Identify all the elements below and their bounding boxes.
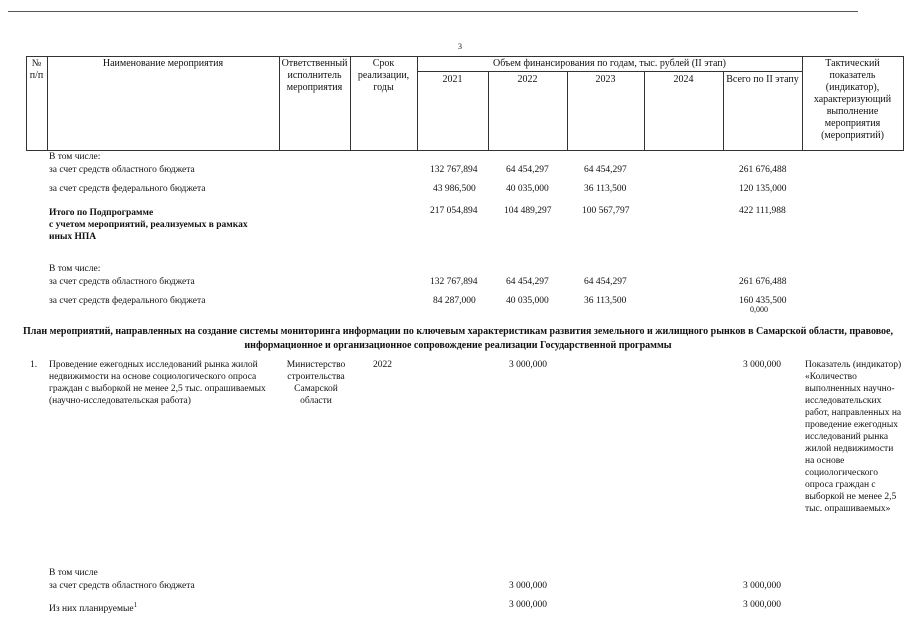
block1-row1-total: 261 676,488 (739, 165, 787, 175)
itogo-label: Итого по Подпрограмме с учетом мероприятий, реализуемых в рамках иных НПА (49, 208, 248, 242)
block1-row1-2023: 64 454,297 (584, 165, 627, 175)
block2-row2-2021: 84 287,000 (433, 296, 476, 306)
header-name: Наименование мероприятия (102, 58, 224, 69)
block2-row1-total: 261 676,488 (739, 277, 787, 287)
header-financing: Объем финансирования по годам, тыс. рублей (II этап) (492, 58, 726, 69)
block2-row1-2021: 132 767,894 (430, 277, 478, 287)
item1-2022: 3 000,000 (509, 360, 547, 370)
block1-row1-2022: 64 454,297 (506, 165, 549, 175)
block2-row1-2022: 64 454,297 (506, 277, 549, 287)
header-executor: Ответственный исполнитель мероприятия (281, 58, 348, 93)
block1-row2-total: 120 135,000 (739, 184, 787, 194)
header-year-2023: 2023 (595, 74, 616, 85)
block2-row1-label: за счет средств областного бюджета (49, 277, 195, 287)
col-border (417, 56, 418, 151)
item1-num: 1. (30, 360, 38, 370)
block1-row2-2023: 36 113,500 (584, 184, 627, 194)
block1-row1-2021: 132 767,894 (430, 165, 478, 175)
block2-row2-label: за счет средств федерального бюджета (49, 296, 206, 306)
block2-row1-2023: 64 454,297 (584, 277, 627, 287)
page-top-rule (8, 11, 858, 12)
block1-row2-2022: 40 035,000 (506, 184, 549, 194)
page-number: 3 (458, 42, 462, 51)
section-title: План мероприятий, направленных на создание системы мониторинга информации по ключевым характеристикам развития земельного и жилищного рынков в Самарской области, правовое, информационное и организационное сопровождение реализации Государственной программы (23, 326, 893, 351)
block3-row2-total: 3 000,000 (743, 600, 781, 610)
block2-row2-total: 160 435,500 (739, 296, 787, 306)
block2-row2-2022: 40 035,000 (506, 296, 549, 306)
itogo-2022: 104 489,297 (504, 206, 552, 216)
header-indicator: Тактический показатель (индикатор), характеризующий выполнение мероприятия (мероприятий) (813, 58, 892, 141)
header-year-2021: 2021 (442, 74, 463, 85)
block1-row2-2021: 43 986,500 (433, 184, 476, 194)
item1-indicator: Показатель (индикатор) «Количество выполненных научно-исследовательских работ, направленных на проведение ежегодных исследований рынка жилой недвижимости на основе социологического опроса граждан с выборкой не менее 2,5 тыс. опрашиваемых» (805, 360, 902, 514)
block1-row1-label: за счет средств областного бюджета (49, 165, 195, 175)
header-num: № п/п (29, 58, 44, 81)
header-top-line (26, 56, 904, 57)
item1-name: Проведение ежегодных исследований рынка жилой недвижимости на основе социологического опроса граждан с выборкой не менее 2,5 тыс. опрашиваемых (научно-исследовательская работа) (49, 360, 266, 406)
col-border (47, 56, 48, 151)
col-border (903, 56, 904, 151)
itogo-2021: 217 054,894 (430, 206, 478, 216)
block3-row1-total: 3 000,000 (743, 581, 781, 591)
block2-row2-2023: 36 113,500 (584, 296, 627, 306)
item1-executor: Министерство строительства Самарской области (286, 360, 346, 406)
block1-row2-label: за счет средств федерального бюджета (49, 184, 206, 194)
item1-term: 2022 (373, 360, 392, 370)
block1-intro: В том числе: (49, 152, 101, 162)
block3-row1-2022: 3 000,000 (509, 581, 547, 591)
footnote-mark: 1 (133, 601, 138, 609)
block3-row2-text: Из них планируемые (49, 604, 134, 615)
block3-row1-label: за счет средств областного бюджета (49, 581, 195, 591)
block3-intro: В том числе (49, 568, 98, 578)
block3-row2-label (49, 599, 137, 615)
block2-intro: В том числе: (49, 264, 101, 274)
header-year-2022: 2022 (517, 74, 538, 85)
header-total: Всего по II этапу (726, 74, 799, 85)
header-bottom-line (26, 150, 904, 151)
header-term: Срок реализации, годы (357, 58, 410, 93)
itogo-2023: 100 567,797 (582, 206, 630, 216)
block3-row2-2022: 3 000,000 (509, 600, 547, 610)
item1-total: 3 000,000 (743, 360, 781, 370)
block2-extra-total: 0,000 (750, 305, 768, 314)
header-fin-line (417, 71, 802, 72)
header-year-2024: 2024 (673, 74, 694, 85)
itogo-total: 422 111,988 (739, 206, 786, 216)
